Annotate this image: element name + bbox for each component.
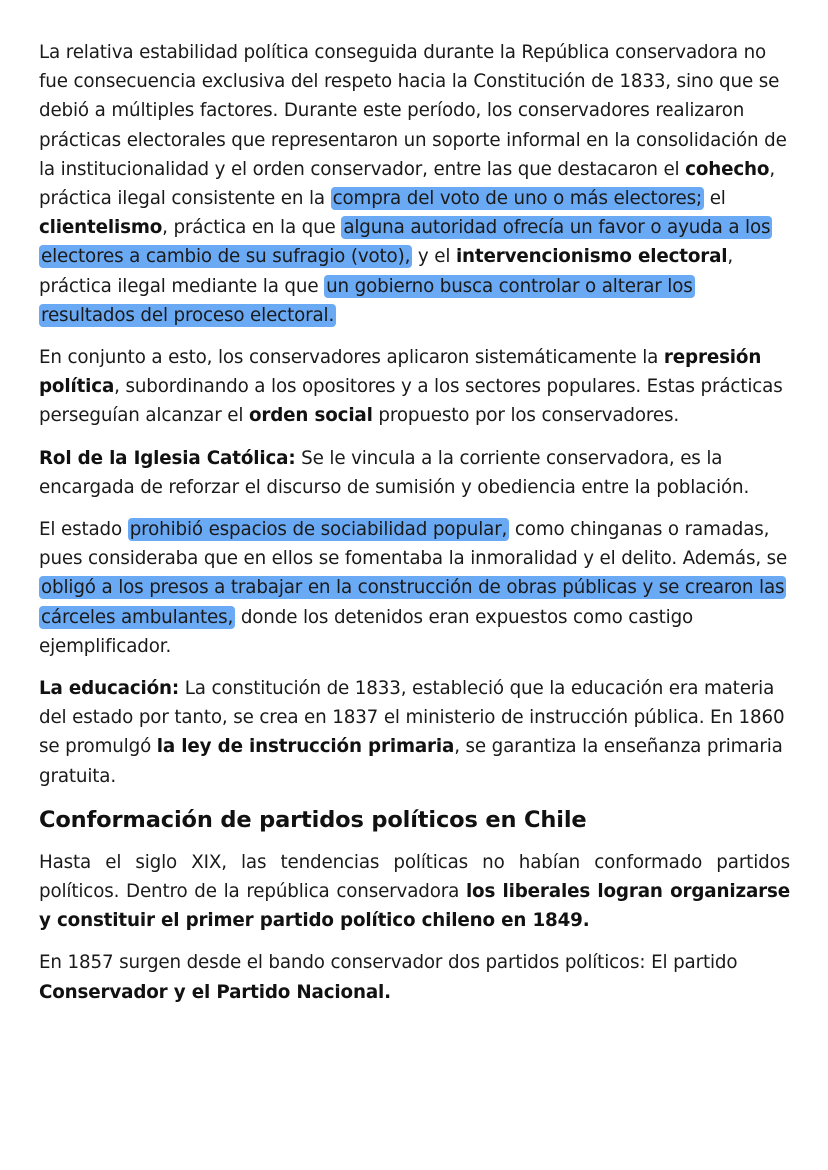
text: La relativa estabilidad política conseguida durante la República conservadora no fue consecuencia exclusiva del respeto hacia la Constitución de 1833, sino que se debió a múltiples factores. Durante este período, los conservadores realizaron prácticas electorales que representaron un soporte informal en la consolidación de la institucionalidad y el orden conservador, entre las que destacaron el	[39, 42, 787, 180]
bold-term: La educación:	[39, 678, 180, 700]
text: , subordinando a los opositores y a los sectores populares. Estas prácticas perseguían alcanzar el	[39, 376, 783, 427]
bold-term: Rol de la Iglesia Católica:	[39, 447, 296, 469]
highlight: prohibió espacios de sociabilidad popular,	[129, 519, 508, 541]
paragraph-1857	[39, 948, 790, 1006]
text: La constitución de 1833, estableció que la educación era materia del estado por tanto, se crea en 1837 el ministerio de instrucción pública. En 1860 se promulgó	[39, 678, 785, 758]
text: el	[704, 188, 726, 210]
highlight: un gobierno busca controlar o alterar los resultados del proceso electoral.	[41, 275, 693, 326]
bold-term: clientelismo	[39, 217, 163, 239]
paragraph-church	[39, 444, 790, 502]
bold-term: los liberales logran organizarse y constituir el primer partido político chileno en 1849.	[39, 881, 790, 932]
text: , se garantiza la enseñanza primaria gratuita.	[39, 736, 783, 787]
text: , práctica en la que	[162, 217, 342, 239]
section-heading: Conformación de partidos políticos en Chile	[39, 806, 587, 833]
paragraph-education	[39, 674, 790, 791]
bold-term: orden social	[248, 405, 373, 427]
paragraph-electoral-practices	[39, 38, 790, 330]
text: Se le vincula a la corriente conservadora, es la encargada de reforzar el discurso de sumisión y obediencia entre la población.	[39, 447, 750, 498]
bold-term: cohecho	[685, 158, 770, 180]
paragraph-state	[39, 515, 790, 661]
text: , práctica ilegal mediante la que	[39, 246, 734, 297]
text: En 1857 surgen desde el bando conservador dos partidos políticos: El partido	[39, 952, 738, 974]
bold-term: represión política	[39, 347, 762, 398]
text: y el	[412, 246, 456, 268]
highlight: alguna autoridad ofrecía un favor o ayuda a los electores a cambio de su sufragio (voto),	[41, 217, 771, 268]
text: propuesto por los conservadores.	[372, 405, 679, 427]
bold-term: Conservador y el Partido Nacional.	[39, 981, 391, 1003]
highlight: compra del voto de uno o más electores;	[332, 188, 703, 210]
text: como chinganas o ramadas, pues consideraba que en ellos se fomentaba la inmoralidad y el delito. Además, se	[39, 519, 788, 570]
text: En conjunto a esto, los conservadores aplicaron sistemáticamente la	[39, 347, 664, 369]
text: El estado	[39, 519, 128, 541]
text: Hasta el siglo XIX, las tendencias políticas no habían conformado partidos políticos. Dentro de la república conservadora	[39, 851, 790, 903]
bold-term: intervencionismo electoral	[455, 246, 728, 268]
text: donde los detenidos eran expuestos como castigo ejemplificador.	[39, 606, 694, 657]
text: , práctica ilegal consistente en la	[39, 158, 775, 210]
paragraph-repression	[39, 343, 790, 431]
highlight: obligó a los presos a trabajar en la construcción de obras públicas y se crearon las cárceles ambulantes,	[41, 577, 785, 628]
bold-term: la ley de instrucción primaria	[156, 736, 455, 758]
paragraph-parties	[39, 848, 790, 936]
